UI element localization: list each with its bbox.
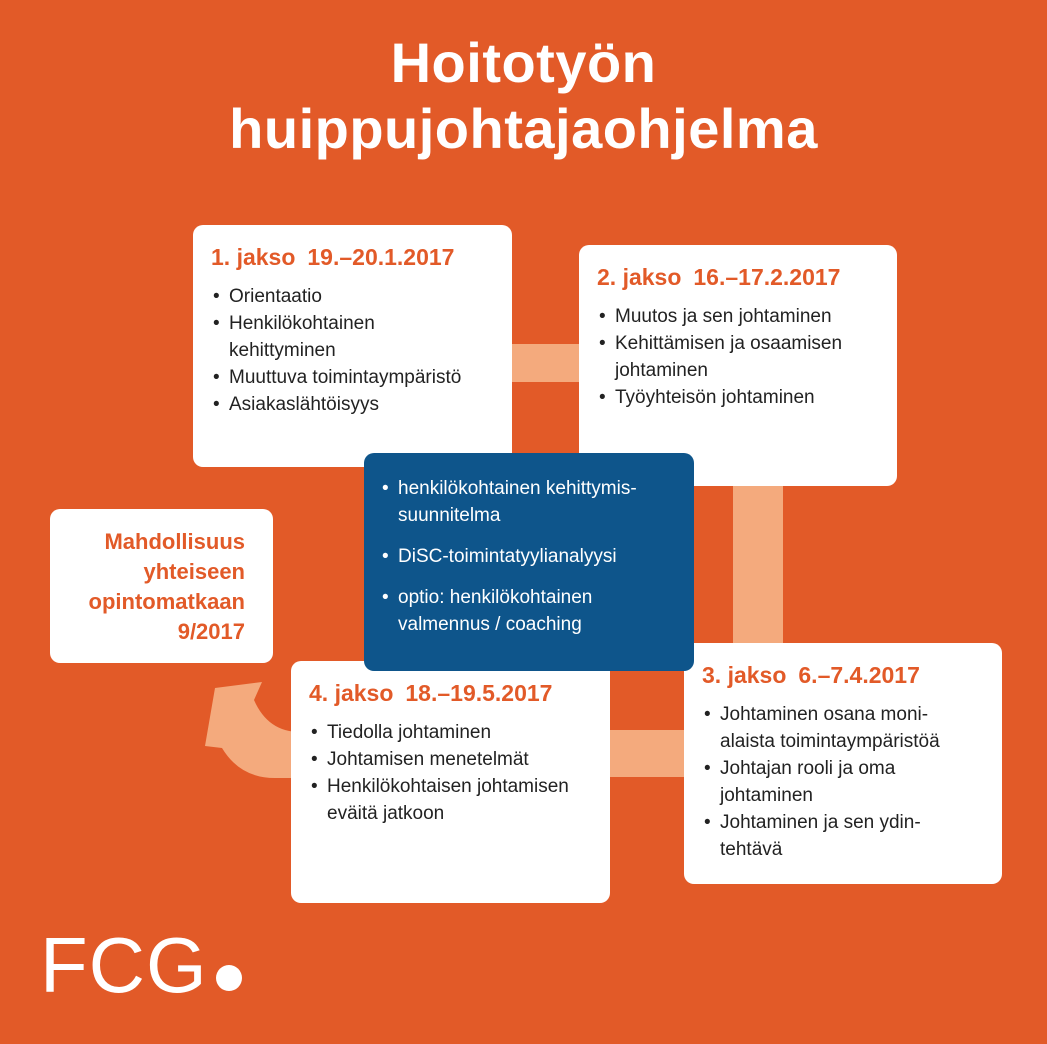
period-card-3 <box>684 643 1002 884</box>
period-topics <box>309 719 592 827</box>
period-heading <box>211 243 494 271</box>
topic-item: • Tiedolla johtaminen <box>309 719 592 746</box>
period-card-1 <box>193 225 512 467</box>
center-item: • optio: henkilökohtainen valmennus / coaching <box>382 584 638 638</box>
connector-1-2 <box>500 344 590 382</box>
dot-icon <box>216 965 242 991</box>
period-card-4 <box>291 661 610 903</box>
topic-item: • Muuttuva toimintaympäristö <box>211 364 494 391</box>
period-label: 1. jakso <box>211 244 296 270</box>
center-items <box>382 475 678 638</box>
note-line: 9/2017 <box>177 619 245 644</box>
topic-item: • Johtajan rooli ja oma johtaminen <box>702 755 935 809</box>
period-date: 6.–7.4.2017 <box>798 662 920 688</box>
note-line: Mahdollisuus <box>104 529 245 554</box>
note-line: yhteiseen <box>143 559 245 584</box>
period-label: 4. jakso <box>309 680 394 706</box>
period-label: 3. jakso <box>702 662 787 688</box>
period-heading <box>309 679 592 707</box>
period-card-2 <box>579 245 897 486</box>
period-date: 18.–19.5.2017 <box>405 680 553 706</box>
study-trip-note <box>50 509 273 663</box>
connector-3-4 <box>595 730 695 777</box>
connector-2-3 <box>733 475 783 655</box>
topic-item: • Johtaminen ja sen ydin-tehtävä <box>702 809 965 863</box>
period-topics <box>597 303 879 411</box>
period-topics <box>211 283 494 418</box>
center-info-box <box>364 453 694 671</box>
period-date: 19.–20.1.2017 <box>307 244 455 270</box>
topic-item: • Henkilökohtaisen johtamisen eväitä jatkoon <box>309 773 602 827</box>
period-heading <box>702 661 984 689</box>
period-heading <box>597 263 879 291</box>
topic-item: • Kehittämisen ja osaamisen johtaminen <box>597 330 875 384</box>
connector-4-side-arrow <box>205 682 300 778</box>
period-label: 2. jakso <box>597 264 682 290</box>
fcg-logo: FCG <box>40 921 208 1009</box>
page-title <box>0 30 1047 162</box>
period-topics <box>702 701 984 863</box>
note-line: opintomatkaan <box>88 589 245 614</box>
title-line-1: Hoitotyön <box>390 31 657 94</box>
title-line-2: huippujohtajaohjelma <box>229 97 818 160</box>
topic-item: • Muutos ja sen johtaminen <box>597 303 879 330</box>
topic-item: • Johtamisen menetelmät <box>309 746 592 773</box>
topic-item: • Johtaminen osana moni-alaista toimintaympäristöä <box>702 701 975 755</box>
topic-item: • Orientaatio <box>211 283 494 310</box>
center-item: • DiSC-toimintatyylianalyysi <box>382 543 678 570</box>
period-date: 16.–17.2.2017 <box>693 264 841 290</box>
topic-item: • Asiakaslähtöisyys <box>211 391 494 418</box>
topic-item: • Työyhteisön johtaminen <box>597 384 879 411</box>
center-item: • henkilökohtainen kehittymis-suunnitelma <box>382 475 668 529</box>
topic-item: • Henkilökohtainen kehittyminen <box>211 310 419 364</box>
